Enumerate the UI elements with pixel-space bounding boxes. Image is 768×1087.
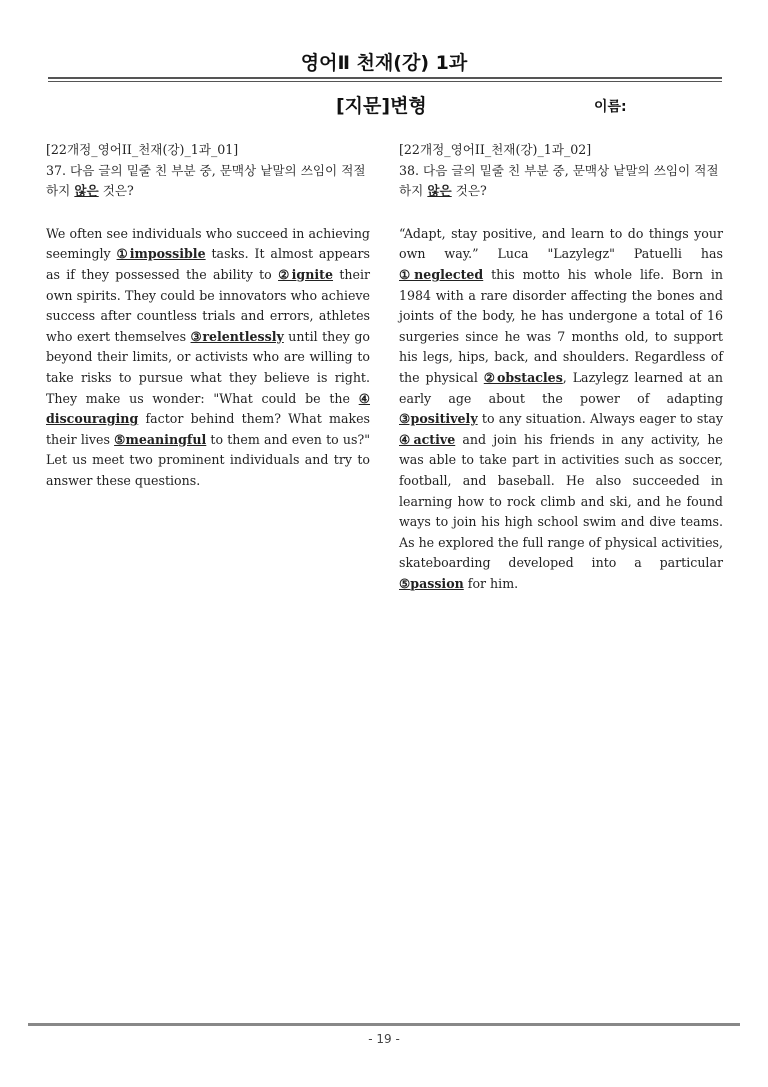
underlined-word: ②obstacles — [483, 369, 563, 385]
passage-segment: factor behind them? What makes their lives — [46, 411, 370, 447]
footer-divider — [28, 1023, 740, 1026]
passage-text — [399, 224, 723, 595]
passage-segment: for him. — [463, 575, 519, 591]
prompt-text-end: 것은? — [451, 183, 487, 199]
passage-segment: this motto his whole life. Born in 1984 with a rare disorder affecting the bones and joints of the body, he has undergone a total of 16 surgeries since he was 7 months old, to support his legs, hips, back, and shoulders. Regardless of the physical — [399, 266, 723, 385]
passage-text — [46, 224, 370, 492]
page-subtitle: [지문]변형 — [336, 95, 427, 117]
question-column-2 — [399, 140, 723, 594]
passage-segment: to them and even to us?" Let us meet two prominent individuals and try to answer these questions. — [46, 431, 370, 488]
question-prompt — [46, 161, 370, 202]
prompt-emphasis: 않은 — [74, 183, 99, 199]
passage-segment: their own spirits. They could be innovators who achieve success after countless trials and errors, athletes who exert themselves — [46, 266, 370, 344]
passage-segment: We often see individuals who succeed in achieving seemingly — [46, 225, 370, 262]
passage-segment: to any situation. Always eager to stay — [477, 411, 723, 427]
passage-segment: tasks. It almost appears as if they possessed the ability to — [46, 246, 370, 282]
question-header — [399, 140, 723, 202]
underlined-word: ④ discouraging — [46, 390, 370, 427]
title-divider — [48, 77, 722, 82]
question-prompt — [399, 161, 723, 202]
underlined-word: ⑤meaningful — [114, 431, 207, 447]
prompt-text: 38. 다음 글의 밑줄 친 부분 중, 문맥상 낱말의 쓰임이 적절하지 — [399, 162, 719, 199]
question-column-1 — [46, 140, 370, 492]
prompt-text-end: 것은? — [98, 183, 134, 199]
underlined-word: ③positively — [399, 411, 478, 427]
name-label: 이름: — [594, 99, 627, 115]
underlined-word: ②ignite — [278, 266, 334, 282]
passage-segment: “Adapt, stay positive, and learn to do things your own way.” Luca "Lazylegz" Patuelli has — [399, 225, 723, 262]
underlined-word: ①impossible — [116, 246, 206, 262]
passage-segment: until they go beyond their limits, or activists who are willing to take risks to pursue what they believe is right. They make us wonder: "What could be the — [46, 328, 370, 406]
passage-segment: and join his friends in any activity, he was able to take part in activities such as soccer, football, and baseball. He also succeeded in learning how to rock climb and ski, and he found ways to join his high school swim and dive teams. As he explored the full range of physical activities, skateboarding developed into a particular — [399, 431, 723, 571]
prompt-text: 37. 다음 글의 밑줄 친 부분 중, 문맥상 낱말의 쓰임이 적절하지 — [46, 162, 366, 199]
underlined-word: ①neglected — [399, 266, 484, 282]
underlined-word: ④active — [399, 431, 456, 447]
page-title: 영어Ⅱ 천재(강) 1과 — [300, 52, 468, 74]
question-code: [22개정_영어II_천재(강)_1과_02] — [399, 142, 592, 157]
question-header — [46, 140, 370, 202]
prompt-emphasis: 않은 — [427, 183, 452, 199]
underlined-word: ③relentlessly — [190, 328, 284, 344]
page-number: - 19 - — [368, 1032, 400, 1046]
passage-segment: , Lazylegz learned at an early age about the power of adapting — [399, 369, 723, 406]
question-code: [22개정_영어II_천재(강)_1과_01] — [46, 142, 239, 157]
underlined-word: ⑤passion — [399, 575, 464, 591]
